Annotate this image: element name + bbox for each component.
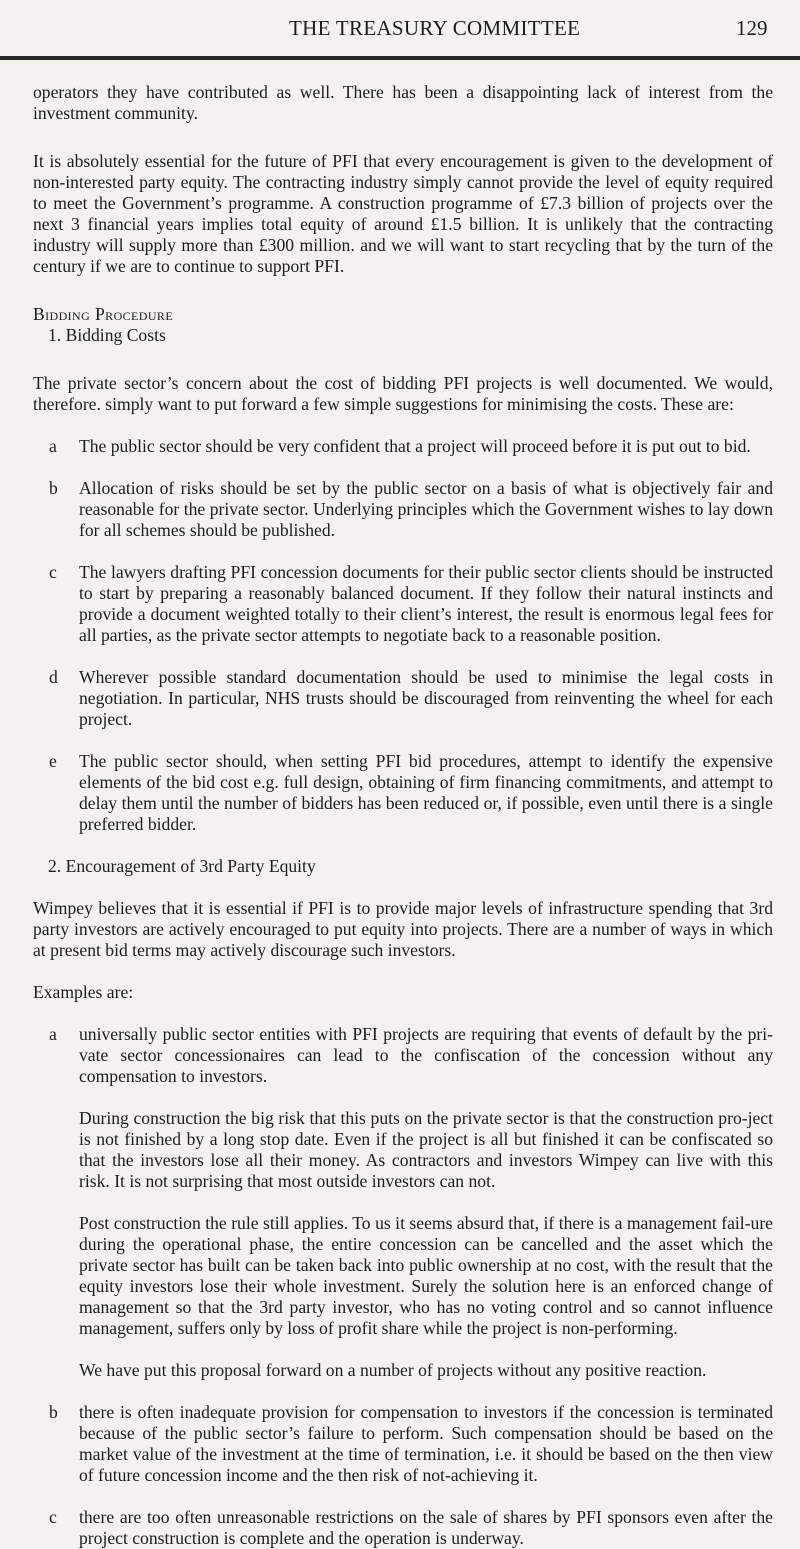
list-item-text: there are too often unreasonable restrictions on the sale of shares by PFI sponsors even after the project construction is complete and the operation is underway.: [79, 1507, 773, 1548]
list-item: [33, 562, 773, 646]
section-heading-bidding-procedure: Bidding Procedure: [33, 304, 174, 324]
list-item-label: b: [49, 1402, 58, 1422]
subheading-bidding-costs: 1. Bidding Costs: [48, 325, 166, 345]
list-item-text: Allocation of risks should be set by the public sector on a basis of what is objectively fair and reasonable for the private sector. Underlying principles which the Government wishes to lay down for all schemes should be published.: [79, 478, 773, 540]
paragraph-continuation: operators they have contributed as well. There has been a disappointing lack of interest from the investment community.: [33, 82, 773, 123]
list-item: [33, 1024, 773, 1087]
list-item: [33, 1402, 773, 1486]
paragraph-examples: Examples are:: [33, 982, 134, 1002]
paragraph-equity: It is absolutely essential for the future of PFI that every encouragement is given to the development of non-interested party equity. The contracting industry simply cannot provide the level of equity required to meet the Government’s programme. A construction programme of £7.3 billion of projects over the next 3 financial years implies total equity of around £1.5 billion. It is unlikely that the contracting industry will supply more than £300 million. and we will want to start recycling that by the turn of the century if we are to continue to support PFI.: [33, 151, 773, 276]
list-item-label: e: [49, 751, 57, 771]
list-item: [33, 436, 773, 457]
list-item-label: c: [49, 1507, 57, 1527]
list-item-continuation: We have put this proposal forward on a number of projects without any positive reaction.: [79, 1360, 707, 1380]
list-item-text: The public sector should be very confident that a project will proceed before it is put out to bid.: [79, 436, 751, 456]
header-rule: [0, 56, 800, 60]
list-item: [33, 478, 773, 541]
list-item-continuation: Post construction the rule still applies. To us it seems absurd that, if there is a management fail-ure during the operational phase, the entire concession can be cancelled and the asset which the private sector has built can be taken back into public ownership at no cost, with the result that the equity investors lose their whole investment. Surely the solution here is an enforced change of management so that the 3rd party investor, who has no voting control and so cannot influence management, suffers only by loss of profit share while the project is non-performing.: [79, 1213, 773, 1338]
list-item-text: The lawyers drafting PFI concession documents for their public sector clients should be instructed to start by preparing a reasonably balanced document. If they follow their natural instincts and provide a document weighted totally to their client’s interest, the result is enormous legal fees for all parties, as the private sector attempts to negotiate back to a reasonable position.: [79, 562, 773, 645]
list-item: [33, 667, 773, 730]
list-item-continuation: During construction the big risk that this puts on the private sector is that the construction pro-ject is not finished by a long stop date. Even if the project is all but finished it can be confiscated so that the investors lose all their money. As contractors and investors Wimpey can live with this risk. It is not surprising that most outside investors can not.: [79, 1108, 773, 1191]
list-item-label: b: [49, 478, 58, 498]
document-body: [33, 82, 773, 1549]
paragraph-third-party-equity: Wimpey believes that it is essential if PFI is to provide major levels of infrastructure spending that 3rd party investors are actively encouraged to put equity into projects. There are a number of ways in which at present bid terms may actively discourage such investors.: [33, 898, 773, 960]
running-head-title: THE TREASURY COMMITTEE: [289, 16, 581, 40]
list-item: [33, 1507, 773, 1549]
list-item-label: a: [49, 436, 57, 456]
list-item-text: there is often inadequate provision for compensation to investors if the concession is terminated because of the public sector’s failure to perform. Such compensation should be based on the market value of the investment at the time of termination, i.e. it should be based on the then view of future concession income and the then risk of not-achieving it.: [79, 1402, 773, 1485]
page-number: 129: [736, 16, 768, 40]
list-item-label: a: [49, 1024, 57, 1044]
list-item-label: d: [49, 667, 58, 687]
subheading-third-party-equity: 2. Encouragement of 3rd Party Equity: [48, 856, 316, 876]
list-item-label: c: [49, 562, 57, 582]
list-item-text: Wherever possible standard documentation should be used to minimise the legal costs in negotiation. In particular, NHS trusts should be discouraged from reinventing the wheel for each project.: [79, 667, 773, 729]
paragraph-bidding-costs: The private sector’s concern about the cost of bidding PFI projects is well documented. We would, therefore. simply want to put forward a few simple suggestions for minimising the costs. These are:: [33, 373, 773, 414]
running-head: [0, 16, 800, 46]
list-item-text: universally public sector entities with PFI projects are requiring that events of default by the pri-vate sector concessionaires can lead to the confiscation of the concession without any compensation to investors.: [79, 1024, 773, 1086]
list-item: [33, 751, 773, 835]
list-item-text: The public sector should, when setting PFI bid procedures, attempt to identify the expensive elements of the bid cost e.g. full design, obtaining of firm financing commitments, and attempt to delay them until the number of bidders has been reduced or, if possible, even until there is a single preferred bidder.: [79, 751, 773, 834]
